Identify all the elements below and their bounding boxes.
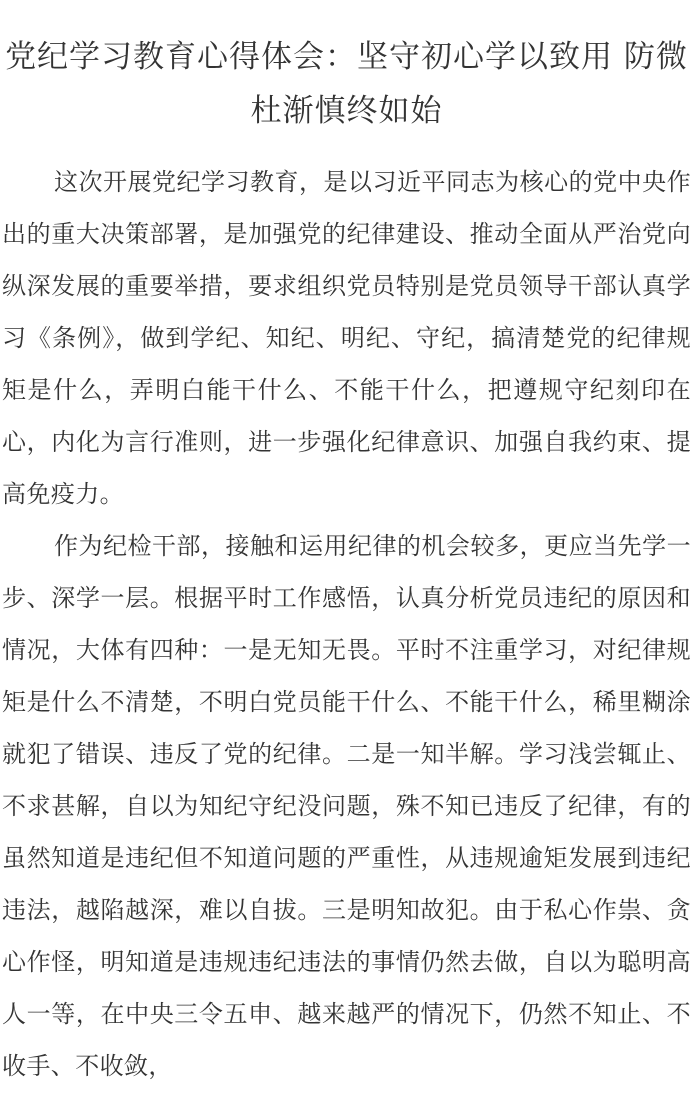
body-paragraph-1: 这次开展党纪学习教育，是以习近平同志为核心的党中央作出的重大决策部署，是加强党的纪律建设、推动全面从严治党向纵深发展的重要举措，要求组织党员特别是党员领导干部认真学习《条例》，做到学纪、知纪、明纪、守纪，搞清楚党的纪律规矩是什么，弄明白能干什么、不能干什么，把遵规守纪刻印在心，内化为言行准则，进一步强化纪律意识、加强自我约束、提高免疫力。	[2, 168, 691, 508]
body-paragraph-2: 作为纪检干部，接触和运用纪律的机会较多，更应当先学一步、深学一层。根据平时工作感悟，认真分析党员违纪的原因和情况，大体有四种：一是无知无畏。平时不注重学习，对纪律规矩是什么不清楚，不明白党员能干什么、不能干什么，稀里糊涂就犯了错误、违反了党的纪律。二是一知半解。学习浅尝辄止、不求甚解，自以为知纪守纪没问题，殊不知已违反了纪律，有的虽然知道是违纪但不知道问题的严重性，从违规逾矩发展到违纪违法，越陷越深，难以自拔。三是明知故犯。由于私心作祟、贪心作怪，明知道是违规违纪违法的事情仍然去做，自以为聪明高人一等，在中央三令五申、越来越严的情况下，仍然不知止、不收手、不收敛，	[2, 532, 691, 1080]
article-title: 党纪学习教育心得体会：坚守初心学以致用 防微杜渐慎终如始	[5, 39, 688, 129]
article-body	[2, 156, 691, 1092]
